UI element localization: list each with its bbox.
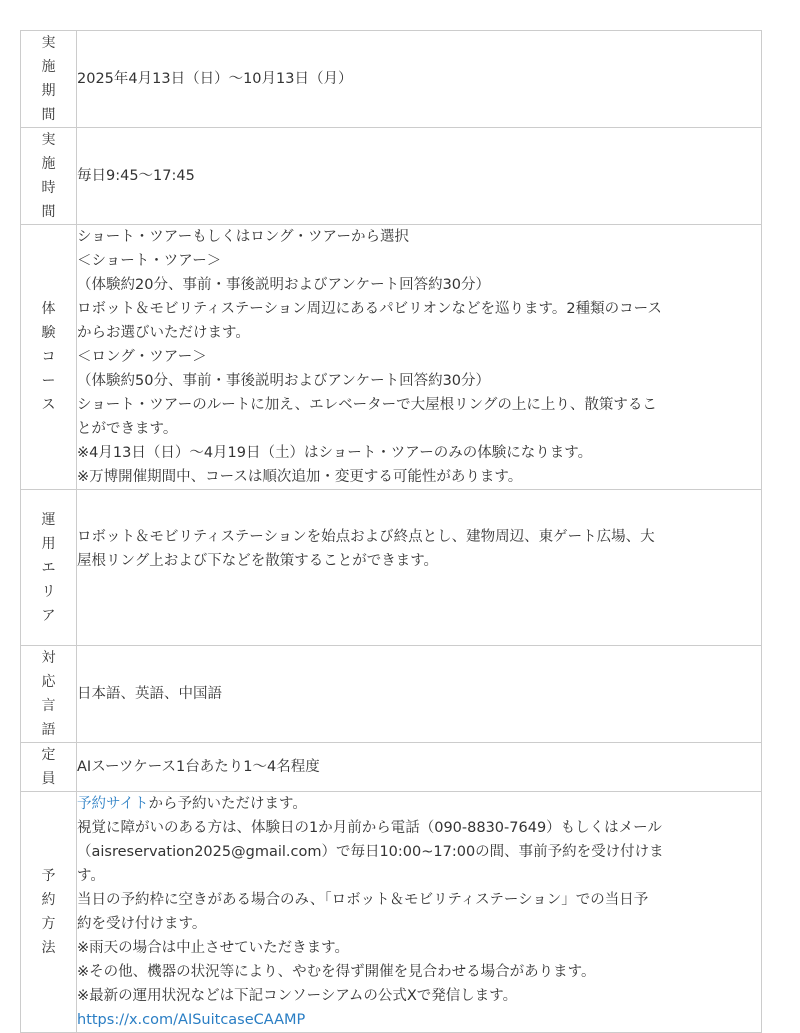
course-line: ＜ロング・ツアー＞ (77, 349, 207, 365)
table-row-period (21, 31, 762, 128)
hours-text: 毎日9:45〜17:45 (77, 168, 195, 184)
row-value-capacity (77, 743, 762, 792)
row-value-period (77, 31, 762, 128)
info-table-wrapper (20, 30, 762, 1033)
course-line: （体験約20分、事前・事後説明およびアンケート回答約30分） (77, 277, 491, 293)
row-value-course (77, 225, 762, 490)
reservation-line: ※その他、機器の状況等により、やむを得ず開催を見合わせる場合があります。 (77, 964, 596, 980)
row-value-hours (77, 128, 762, 225)
row-header-hours: 実 施 時 間 (21, 128, 77, 225)
course-line: ＜ショート・ツアー＞ (77, 253, 222, 269)
course-line: （体験約50分、事前・事後説明およびアンケート回答約30分） (77, 373, 491, 389)
reservation-line: ※最新の運用状況などは下記コンソーシアムの公式Xで発信します。 (77, 988, 518, 1004)
period-text: 2025年4月13日（日）〜10月13日（月） (77, 71, 353, 87)
table-row-hours (21, 128, 762, 225)
languages-text: 日本語、英語、中国語 (77, 686, 222, 702)
course-line: ※4月13日（日）〜4月19日（土）はショート・ツアーのみの体験になります。 (77, 445, 593, 461)
reservation-line: 約を受け付けます。 (77, 916, 207, 932)
area-line: 屋根リング上および下などを散策することができます。 (77, 553, 439, 569)
row-value-area (77, 490, 762, 646)
official-x-url-line (77, 1008, 761, 1032)
course-line: からお選びいただけます。 (77, 325, 250, 341)
table-row-capacity (21, 743, 762, 792)
row-value-languages (77, 646, 762, 743)
event-info-table (20, 30, 762, 1033)
capacity-text: AIスーツケース1台あたり1〜4名程度 (77, 759, 320, 775)
table-row-reservation (21, 792, 762, 1033)
reservation-line: （aisreservation2025@gmail.com）で毎日10:00~17:00の間、事前予約を受け付けま (77, 844, 664, 860)
reservation-line: 当日の予約枠に空きがある場合のみ、「ロボット＆モビリティステーション」での当日予 (77, 892, 649, 908)
area-line: ロボット＆モビリティステーションを始点および終点とし、建物周辺、東ゲート広場、大 (77, 529, 655, 545)
reservation-first-line (77, 792, 761, 816)
table-row-languages (21, 646, 762, 743)
row-header-capacity: 定 員 (21, 743, 77, 792)
reservation-site-link[interactable]: 予約サイト (77, 796, 149, 812)
row-header-languages: 対 応 言 語 (21, 646, 77, 743)
reservation-line: ※雨天の場合は中止させていただきます。 (77, 940, 349, 956)
reservation-line: 視覚に障がいのある方は、体験日の1か月前から電話（090-8830-7649）もしくはメール (77, 820, 662, 836)
course-line: ショート・ツアーもしくはロング・ツアーから選択 (77, 229, 410, 245)
row-value-reservation (77, 792, 762, 1033)
row-header-area: 運 用 エ リ ア (21, 490, 77, 646)
row-header-reservation: 予 約 方 法 (21, 792, 77, 1033)
course-line: ロボット＆モビリティステーション周辺にあるパビリオンなどを巡ります。2種類のコース (77, 301, 662, 317)
reservation-line: す。 (77, 868, 105, 884)
table-row-course (21, 225, 762, 490)
course-line: ※万博開催期間中、コースは順次追加・変更する可能性があります。 (77, 469, 523, 485)
reservation-first-line-rest: から予約いただけます。 (148, 796, 307, 812)
table-row-area (21, 490, 762, 646)
row-header-course: 体 験 コ ー ス (21, 225, 77, 490)
course-line: ショート・ツアーのルートに加え、エレベーターで大屋根リングの上に上り、散策するこ (77, 397, 657, 413)
row-header-period: 実 施 期 間 (21, 31, 77, 128)
course-line: とができます。 (77, 421, 178, 437)
official-x-link[interactable]: https://x.com/AISuitcaseCAAMP (77, 1012, 306, 1028)
